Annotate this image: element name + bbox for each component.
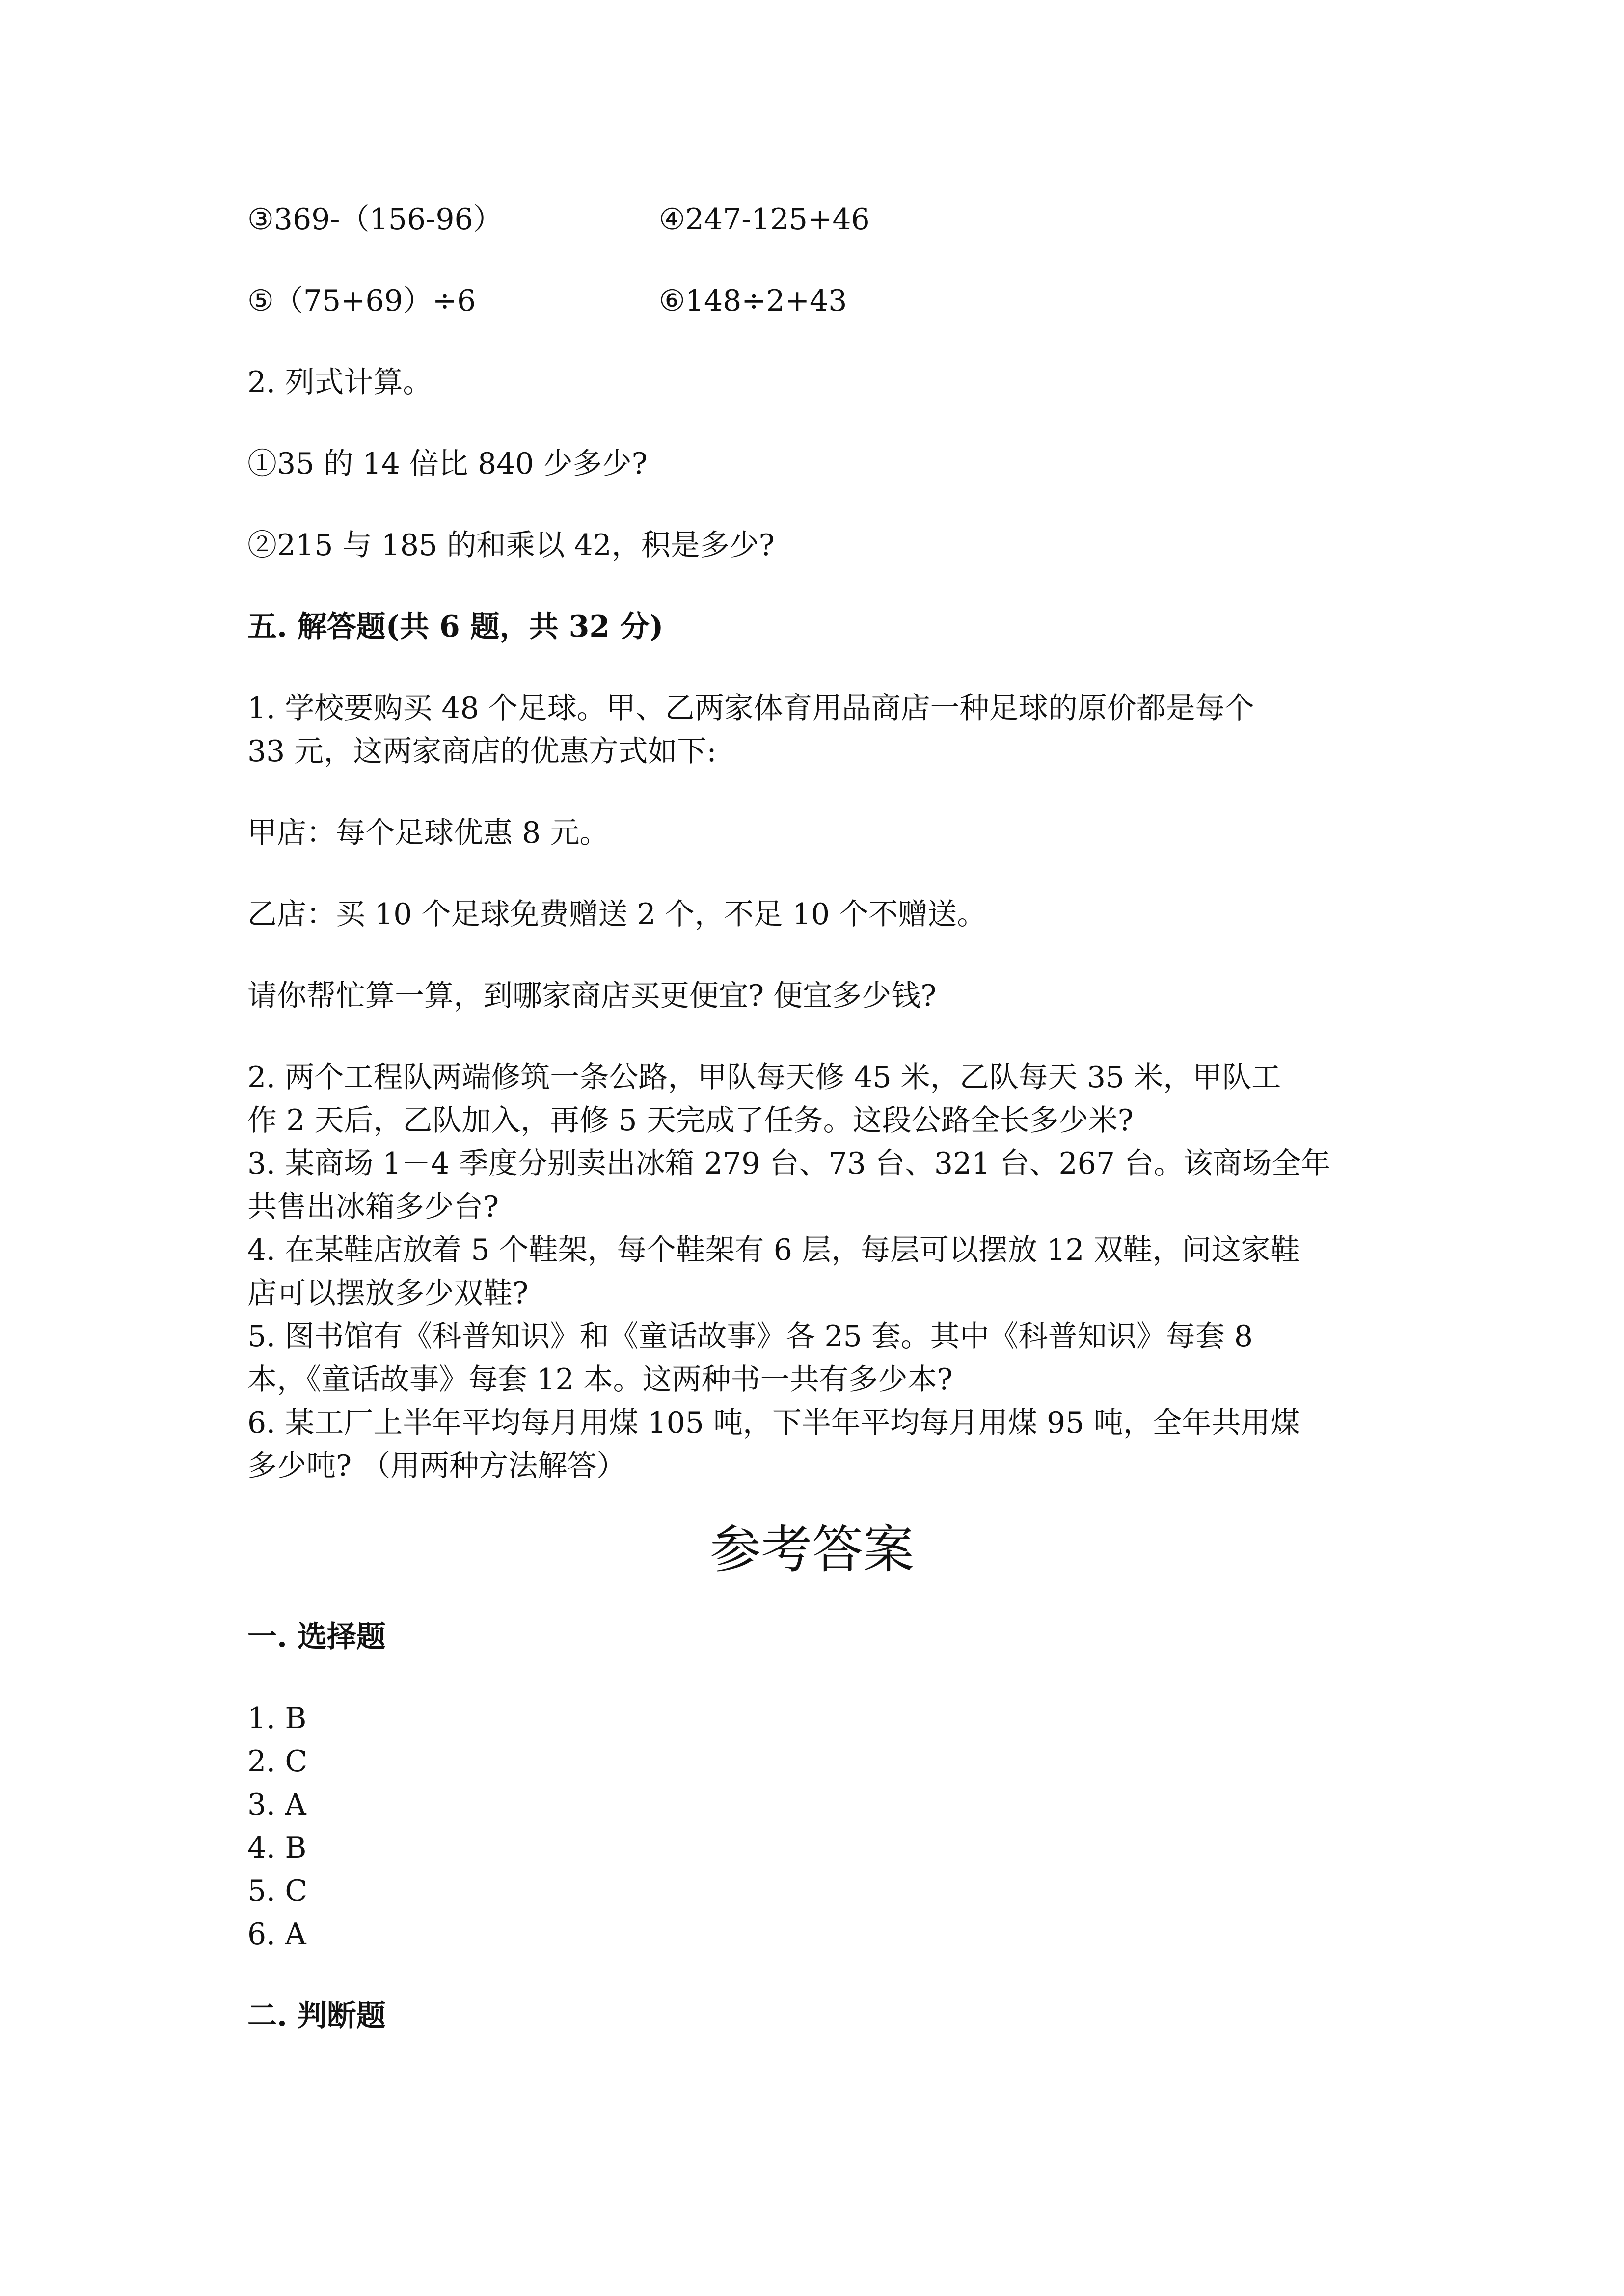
- choice-answer-2: 2. C: [247, 1744, 308, 1779]
- problem-1-line-1: 1. 学校要购买 48 个足球。甲、乙两家体育用品商店一种足球的原价都是每个: [247, 691, 1254, 725]
- choice-answer-6: 6. A: [247, 1917, 306, 1951]
- choice-answer-1: 1. B: [247, 1701, 307, 1735]
- choice-answer-4: 4. B: [247, 1831, 307, 1865]
- problem-4-line-2: 店可以摆放多少双鞋?: [247, 1276, 529, 1310]
- problem-4-line-1: 4. 在某鞋店放着 5 个鞋架，每个鞋架有 6 层，每层可以摆放 12 双鞋，问这家鞋: [247, 1233, 1300, 1267]
- calc-item-5: ⑤（75+69）÷6: [247, 284, 476, 318]
- answers-section-2-heading: 二. 判断题: [247, 1999, 386, 2033]
- problem-1-shop-b: 乙店：买 10 个足球免费赠送 2 个，不足 10 个不赠送。: [247, 897, 987, 932]
- list-calc-heading: 2. 列式计算。: [247, 365, 433, 400]
- list-calc-question-1: ①35 的 14 倍比 840 少多少?: [247, 447, 648, 481]
- calc-item-3: ③369-（156-96）: [247, 202, 503, 237]
- problem-3-line-2: 共售出冰箱多少台?: [247, 1190, 499, 1224]
- calc-item-6: ⑥148÷2+43: [659, 284, 847, 318]
- problem-1-line-2: 33 元，这两家商店的优惠方式如下:: [247, 734, 717, 769]
- answers-title: 参考答案: [709, 1520, 914, 1579]
- problem-2-line-1: 2. 两个工程队两端修筑一条公路，甲队每天修 45 米，乙队每天 35 米，甲队工: [247, 1060, 1281, 1095]
- list-calc-question-2: ②215 与 185 的和乘以 42，积是多少?: [247, 528, 775, 562]
- calc-item-4: ④247-125+46: [659, 202, 870, 237]
- problem-6-line-2: 多少吨? （用两种方法解答）: [247, 1449, 626, 1483]
- problem-1-shop-a: 甲店：每个足球优惠 8 元。: [247, 816, 609, 850]
- answers-section-1-heading: 一. 选择题: [247, 1620, 386, 1654]
- choice-answer-5: 5. C: [247, 1874, 308, 1908]
- problem-6-line-1: 6. 某工厂上半年平均每月用煤 105 吨，下半年平均每月用煤 95 吨，全年共用煤: [247, 1406, 1300, 1440]
- problem-1-question: 请你帮忙算一算，到哪家商店买更便宜? 便宜多少钱?: [247, 979, 937, 1013]
- problem-3-line-1: 3. 某商场 1－4 季度分别卖出冰箱 279 台、73 台、321 台、267 台。该商场全年: [247, 1147, 1331, 1181]
- problem-5-line-2: 本，《童话故事》每套 12 本。这两种书一共有多少本?: [247, 1362, 953, 1397]
- choice-answer-3: 3. A: [247, 1788, 306, 1822]
- problem-5-line-1: 5. 图书馆有《科普知识》和《童话故事》各 25 套。其中《科普知识》每套 8: [247, 1319, 1253, 1354]
- problem-2-line-2: 作 2 天后，乙队加入，再修 5 天完成了任务。这段公路全长多少米?: [247, 1103, 1134, 1138]
- section-5-heading: 五. 解答题(共 6 题，共 32 分): [247, 610, 664, 644]
